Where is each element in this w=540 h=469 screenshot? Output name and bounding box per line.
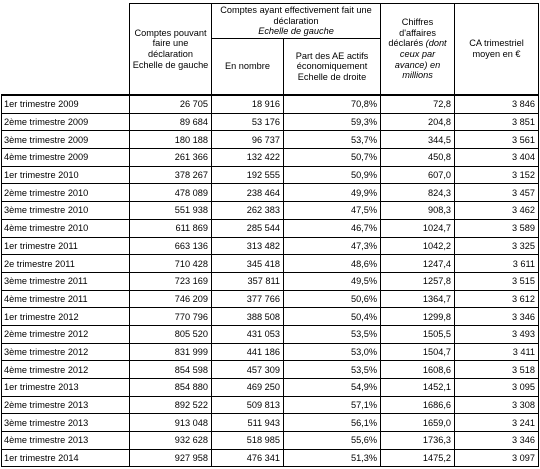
row-label: 1er trimestre 2011: [2, 237, 130, 255]
cell-chiffres: 1247,4: [381, 255, 455, 273]
cell-nombre: 441 186: [212, 343, 284, 361]
cell-comptes: 551 938: [130, 202, 212, 220]
row-label: 1er trimestre 2012: [2, 308, 130, 326]
table-row: [2, 325, 539, 343]
cell-ca: 3 095: [455, 379, 539, 397]
cell-part: 57,1%: [284, 396, 381, 414]
row-label: 4ème trimestre 2013: [2, 432, 130, 450]
header-chiffres-main: Chiffres d'affaires déclarés: [388, 17, 436, 49]
row-label: 1er trimestre 2013: [2, 379, 130, 397]
cell-part: 50,9%: [284, 166, 381, 184]
cell-part: 53,7%: [284, 131, 381, 149]
cell-nombre: 388 508: [212, 308, 284, 326]
cell-nombre: 18 916: [212, 95, 284, 113]
cell-ca: 3 611: [455, 255, 539, 273]
cell-nombre: 476 341: [212, 449, 284, 467]
table-row: [2, 149, 539, 167]
table-row: [2, 449, 539, 467]
cell-chiffres: 1505,5: [381, 325, 455, 343]
cell-nombre: 518 985: [212, 432, 284, 450]
cell-chiffres: 1736,3: [381, 432, 455, 450]
top-edge-mark: [528, 0, 540, 2]
cell-chiffres: 1475,2: [381, 449, 455, 467]
cell-nombre: 511 943: [212, 414, 284, 432]
cell-part: 49,5%: [284, 272, 381, 290]
cell-chiffres: 1299,8: [381, 308, 455, 326]
cell-part: 50,6%: [284, 290, 381, 308]
cell-nombre: 238 464: [212, 184, 284, 202]
row-label: 4ème trimestre 2009: [2, 149, 130, 167]
cell-comptes: 89 684: [130, 113, 212, 131]
cell-ca: 3 462: [455, 202, 539, 220]
table-row: [2, 308, 539, 326]
cell-comptes: 611 869: [130, 219, 212, 237]
row-label: 2ème trimestre 2010: [2, 184, 130, 202]
cell-ca: 3 325: [455, 237, 539, 255]
table-row: [2, 95, 539, 113]
table-row: [2, 131, 539, 149]
cell-comptes: 261 366: [130, 149, 212, 167]
cell-nombre: 262 383: [212, 202, 284, 220]
cell-comptes: 927 958: [130, 449, 212, 467]
cell-chiffres: 1504,7: [381, 343, 455, 361]
row-label: 4ème trimestre 2011: [2, 290, 130, 308]
cell-ca: 3 515: [455, 272, 539, 290]
cell-comptes: 478 089: [130, 184, 212, 202]
header-comptes-pouvant: Comptes pouvant faire une déclaration Echelle de gauche: [130, 4, 212, 96]
table-row: [2, 361, 539, 379]
cell-comptes: 932 628: [130, 432, 212, 450]
cell-part: 53,5%: [284, 361, 381, 379]
row-label: 3ème trimestre 2010: [2, 202, 130, 220]
cell-nombre: 457 309: [212, 361, 284, 379]
cell-part: 59,3%: [284, 113, 381, 131]
table-row: [2, 432, 539, 450]
cell-part: 55,6%: [284, 432, 381, 450]
cell-ca: 3 404: [455, 149, 539, 167]
row-label: 2ème trimestre 2009: [2, 113, 130, 131]
cell-part: 51,3%: [284, 449, 381, 467]
cell-chiffres: 1257,8: [381, 272, 455, 290]
cell-ca: 3 346: [455, 432, 539, 450]
cell-chiffres: 1608,6: [381, 361, 455, 379]
cell-ca: 3 493: [455, 325, 539, 343]
row-label: 3ème trimestre 2011: [2, 272, 130, 290]
cell-part: 47,3%: [284, 237, 381, 255]
table-row: [2, 290, 539, 308]
cell-comptes: 805 520: [130, 325, 212, 343]
cell-chiffres: 72,8: [381, 95, 455, 113]
header-corner-cell: [2, 4, 130, 96]
row-label: 1er trimestre 2014: [2, 449, 130, 467]
cell-chiffres: 1452,1: [381, 379, 455, 397]
row-label: 4ème trimestre 2012: [2, 361, 130, 379]
cell-part: 70,8%: [284, 95, 381, 113]
table-row: [2, 237, 539, 255]
cell-nombre: 509 813: [212, 396, 284, 414]
cell-nombre: 96 737: [212, 131, 284, 149]
cell-nombre: 357 811: [212, 272, 284, 290]
row-label: 4ème trimestre 2010: [2, 219, 130, 237]
cell-chiffres: 204,8: [381, 113, 455, 131]
cell-ca: 3 851: [455, 113, 539, 131]
cell-ca: 3 346: [455, 308, 539, 326]
cell-comptes: 663 136: [130, 237, 212, 255]
header-group-title: Comptes ayant effectivement fait une déclaration: [220, 5, 372, 26]
cell-part: 53,5%: [284, 325, 381, 343]
cell-ca: 3 846: [455, 95, 539, 113]
cell-chiffres: 450,8: [381, 149, 455, 167]
cell-chiffres: 824,3: [381, 184, 455, 202]
table-row: [2, 113, 539, 131]
cell-ca: 3 561: [455, 131, 539, 149]
quarterly-data-table: [1, 3, 539, 467]
cell-part: 56,1%: [284, 414, 381, 432]
cell-part: 48,6%: [284, 255, 381, 273]
table-row: [2, 343, 539, 361]
cell-ca: 3 308: [455, 396, 539, 414]
row-label: 2ème trimestre 2012: [2, 325, 130, 343]
cell-part: 46,7%: [284, 219, 381, 237]
cell-comptes: 854 598: [130, 361, 212, 379]
table-row: [2, 166, 539, 184]
cell-nombre: 469 250: [212, 379, 284, 397]
table-row: [2, 219, 539, 237]
row-label: 3ème trimestre 2012: [2, 343, 130, 361]
cell-part: 49,9%: [284, 184, 381, 202]
table-row: [2, 414, 539, 432]
table-row: [2, 255, 539, 273]
cell-comptes: 913 048: [130, 414, 212, 432]
cell-chiffres: 607,0: [381, 166, 455, 184]
cell-part: 54,9%: [284, 379, 381, 397]
cell-ca: 3 152: [455, 166, 539, 184]
header-comptes-declaration-group: [212, 4, 381, 39]
cell-chiffres: 344,5: [381, 131, 455, 149]
cell-comptes: 854 880: [130, 379, 212, 397]
cell-comptes: 892 522: [130, 396, 212, 414]
cell-part: 53,0%: [284, 343, 381, 361]
cell-comptes: 378 267: [130, 166, 212, 184]
table-row: [2, 379, 539, 397]
row-label: 2ème trimestre 2013: [2, 396, 130, 414]
cell-chiffres: 1686,6: [381, 396, 455, 414]
row-label: 3ème trimestre 2013: [2, 414, 130, 432]
header-group-subtitle: Echelle de gauche: [258, 26, 334, 37]
row-label: 3ème trimestre 2009: [2, 131, 130, 149]
header-row-1: [2, 4, 539, 39]
cell-comptes: 180 188: [130, 131, 212, 149]
cell-comptes: 770 796: [130, 308, 212, 326]
row-label: 1er trimestre 2009: [2, 95, 130, 113]
cell-part: 50,4%: [284, 308, 381, 326]
table-row: [2, 202, 539, 220]
cell-nombre: 345 418: [212, 255, 284, 273]
table-row: [2, 184, 539, 202]
cell-nombre: 313 482: [212, 237, 284, 255]
cell-nombre: 377 766: [212, 290, 284, 308]
row-label: 1er trimestre 2010: [2, 166, 130, 184]
cell-ca: 3 411: [455, 343, 539, 361]
header-ca-trimestriel: CA trimestriel moyen en €: [455, 4, 539, 96]
cell-part: 47,5%: [284, 202, 381, 220]
cell-part: 50,7%: [284, 149, 381, 167]
header-chiffres-italic: (dont ceux par avance) en millions: [394, 38, 447, 81]
cell-chiffres: 1042,2: [381, 237, 455, 255]
cell-ca: 3 612: [455, 290, 539, 308]
header-part-ae: Part des AE actifs économiquement Echelle de droite: [284, 39, 381, 96]
table-row: [2, 396, 539, 414]
row-label: 2e trimestre 2011: [2, 255, 130, 273]
cell-comptes: 831 999: [130, 343, 212, 361]
cell-comptes: 723 169: [130, 272, 212, 290]
cell-ca: 3 241: [455, 414, 539, 432]
header-chiffres-affaires: [381, 4, 455, 96]
cell-ca: 3 097: [455, 449, 539, 467]
header-en-nombre: En nombre: [212, 39, 284, 96]
cell-nombre: 431 053: [212, 325, 284, 343]
cell-chiffres: 908,3: [381, 202, 455, 220]
cell-nombre: 132 422: [212, 149, 284, 167]
cell-nombre: 53 176: [212, 113, 284, 131]
cell-chiffres: 1024,7: [381, 219, 455, 237]
cell-chiffres: 1364,7: [381, 290, 455, 308]
cell-nombre: 285 544: [212, 219, 284, 237]
cell-nombre: 192 555: [212, 166, 284, 184]
cell-comptes: 746 209: [130, 290, 212, 308]
cell-ca: 3 589: [455, 219, 539, 237]
cell-comptes: 710 428: [130, 255, 212, 273]
cell-chiffres: 1659,0: [381, 414, 455, 432]
cell-ca: 3 518: [455, 361, 539, 379]
cell-comptes: 26 705: [130, 95, 212, 113]
table-body: [2, 95, 539, 467]
cell-ca: 3 457: [455, 184, 539, 202]
table-row: [2, 272, 539, 290]
